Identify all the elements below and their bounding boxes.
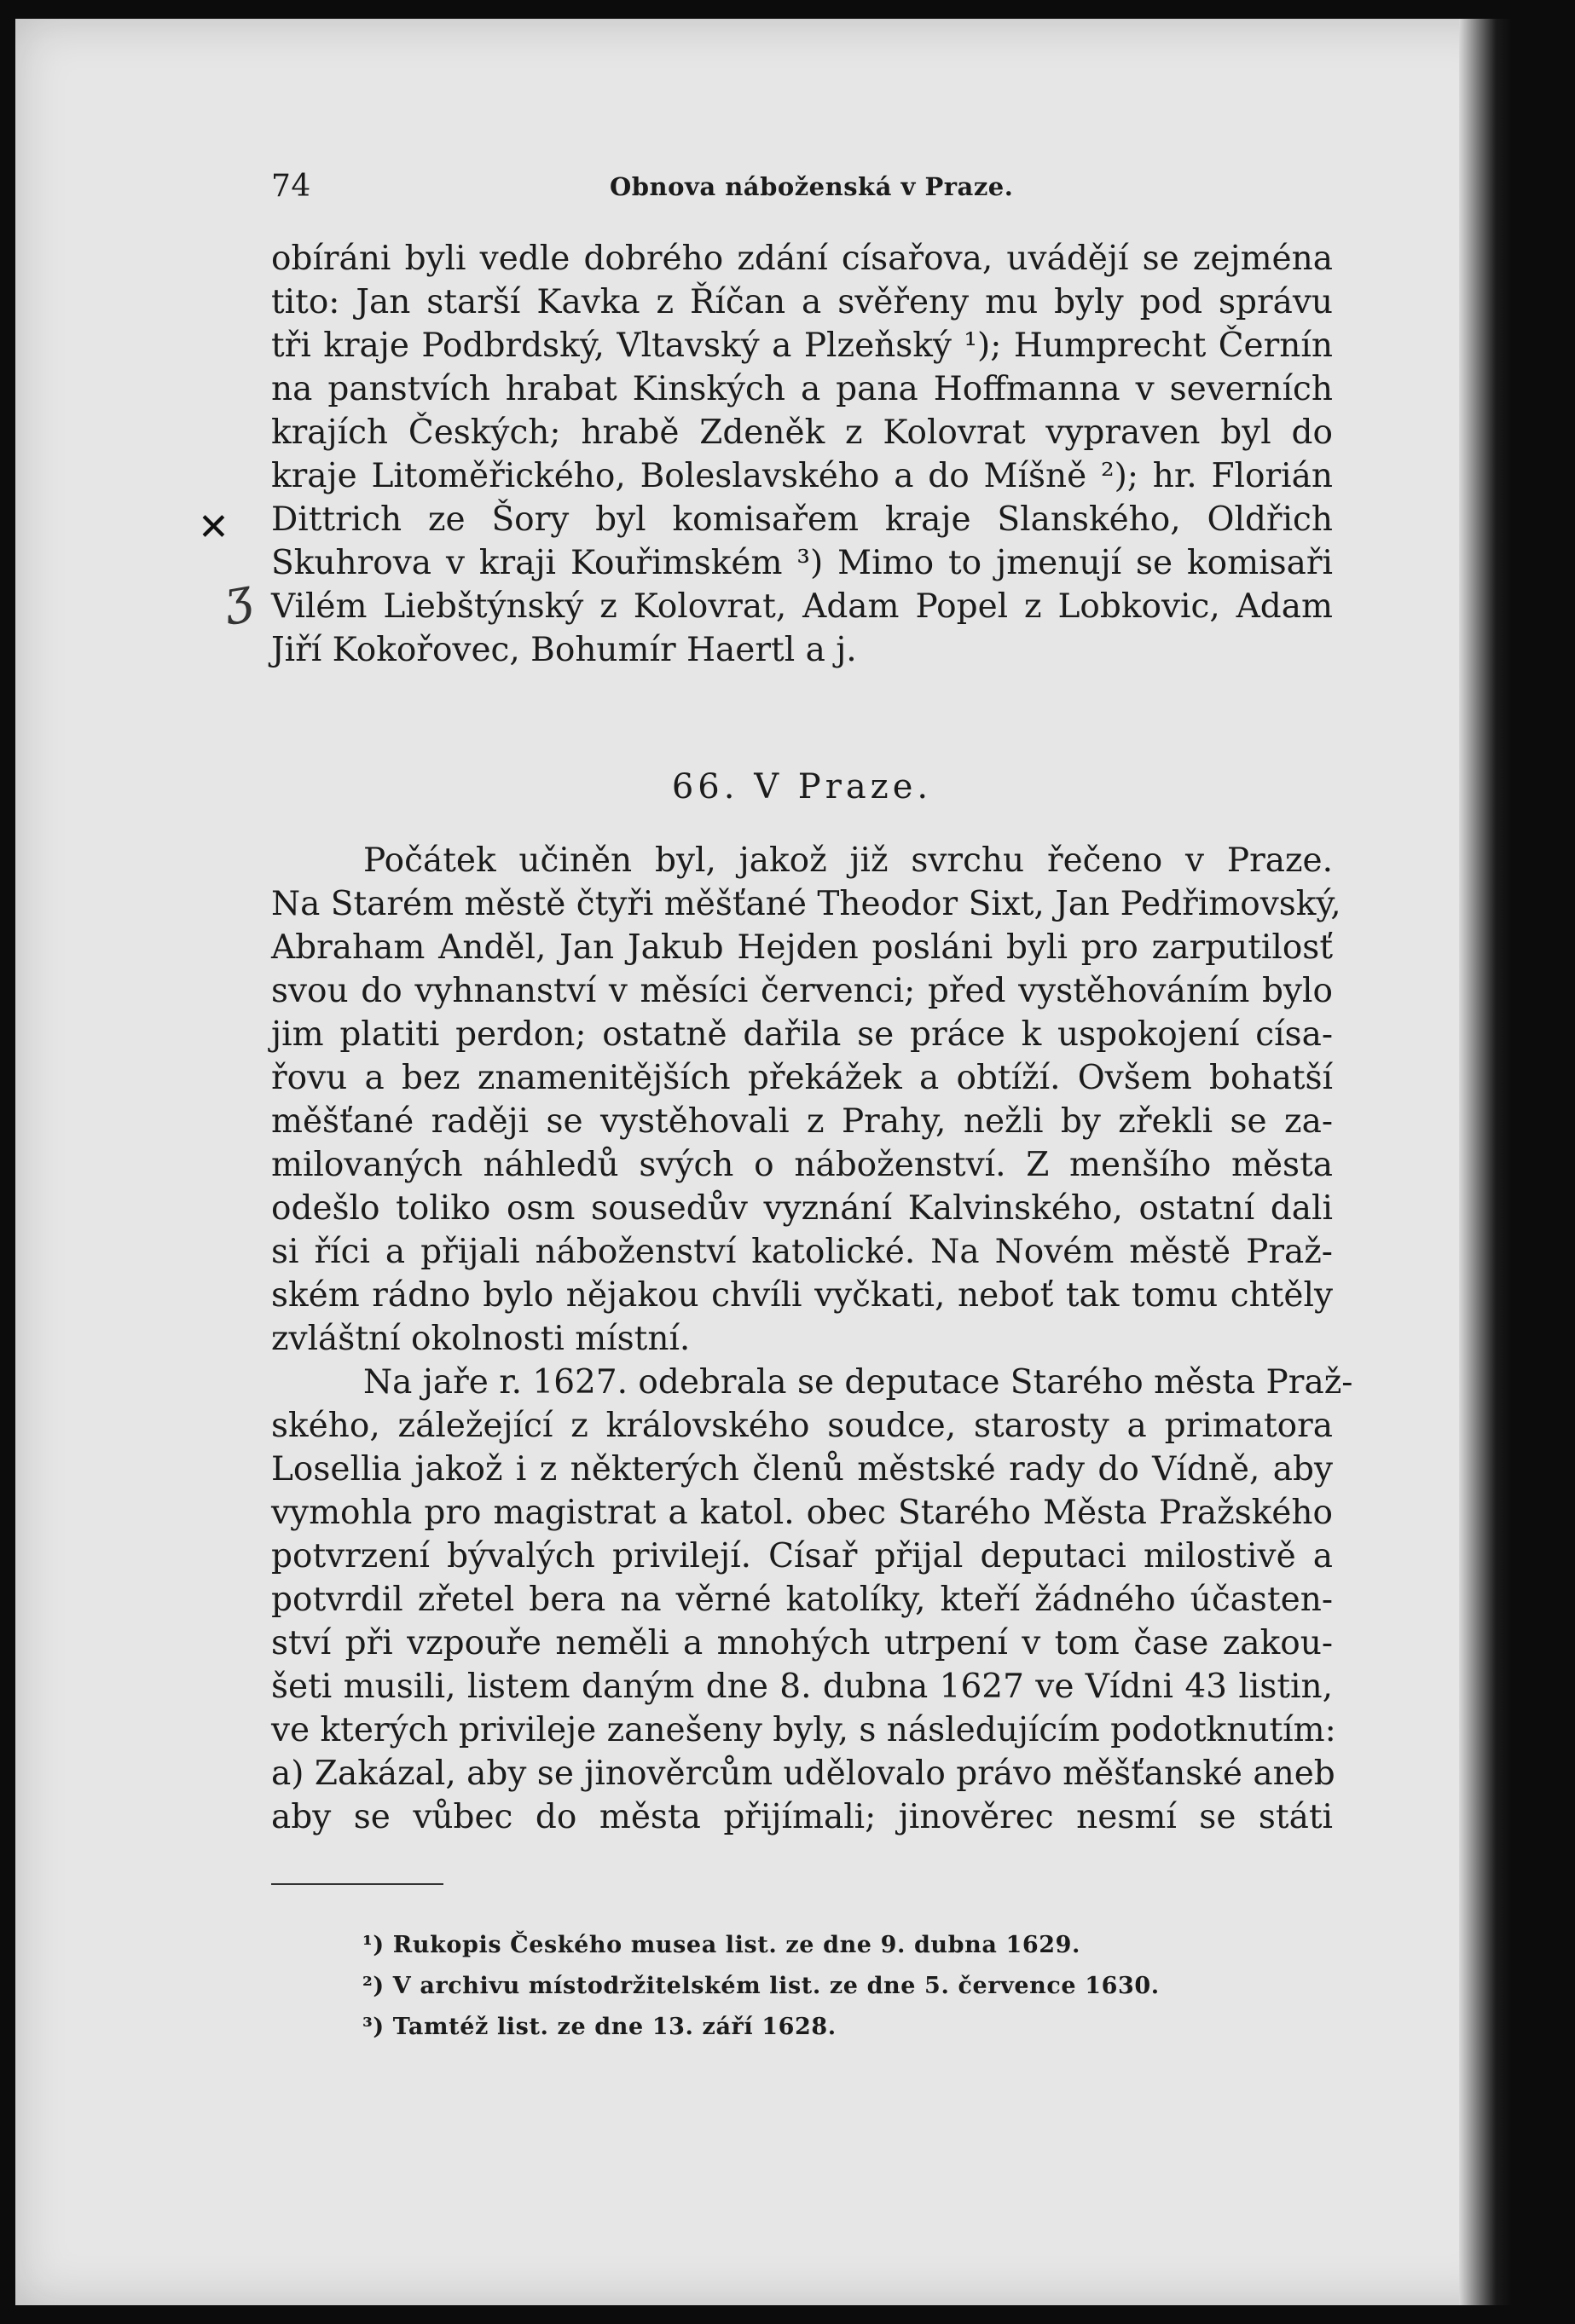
- footnote-divider: [271, 1883, 443, 1885]
- text-line: zvláštní okolnosti místní.: [271, 1320, 691, 1358]
- text-line: krajích Českých; hrabě Zdeněk z Kolovrat vypraven byl do: [271, 413, 1333, 452]
- text-line: ském rádno bylo nějakou chvíli vyčkati, neboť tak tomu chtěly: [271, 1276, 1333, 1315]
- text-line: Losellia jakož i z některých členů městské rady do Vídně, aby: [271, 1450, 1333, 1489]
- text-line: svou do vyhnanství v měsíci červenci; před vystěhováním bylo: [271, 972, 1333, 1010]
- footnote: ³) Tamtéž list. ze dne 13. září 1628.: [362, 2014, 837, 2040]
- footnotes: [362, 1925, 1300, 2048]
- text-line: aby se vůbec do města přijímali; jinověrec nesmí se státi: [271, 1798, 1333, 1836]
- text-line: šeti musili, listem daným dne 8. dubna 1627 ve Vídni 43 listin,: [271, 1668, 1333, 1706]
- section-heading: 66. V Praze.: [671, 767, 933, 806]
- text-line: Na jaře r. 1627. odebrala se deputace Starého města Praž-: [363, 1363, 1353, 1402]
- paragraphs-2-3: [271, 839, 1353, 1839]
- text-line: Počátek učiněn byl, jakož již svrchu řečeno v Praze.: [363, 841, 1333, 880]
- paragraph-1: [271, 237, 1333, 672]
- margin-pencil-mark-icon: ʒ: [219, 567, 257, 627]
- text-line: ve kterých privileje zanešeny byly, s následujícím podotknutím:: [271, 1711, 1336, 1749]
- page-number: 74: [271, 169, 311, 204]
- footnote: ¹) Rukopis Českého musea list. ze dne 9. dubna 1629.: [362, 1932, 1081, 1958]
- text-line: tři kraje Podbrdský, Vltavský a Plzeňský ¹); Humprecht Černín: [271, 327, 1333, 365]
- text-line: Na Starém městě čtyři měšťané Theodor Sixt, Jan Pedřimovský,: [271, 885, 1341, 923]
- text-line: potvrzení bývalých privilejí. Císař přijal deputaci milostivě a: [271, 1537, 1333, 1575]
- text-line: jim platiti perdon; ostatně dařila se práce k uspokojení císa-: [271, 1015, 1333, 1054]
- text-line: milovaných náhledů svých o náboženství. Z menšího města: [271, 1146, 1333, 1184]
- book-gutter-edge: [1459, 19, 1512, 2305]
- text-line: řovu a bez znamenitějších překážek a obtíží. Ovšem bohatší: [271, 1059, 1333, 1097]
- text-line: Skuhrova v kraji Kouřimském ³) Mimo to jmenují se komisaři: [271, 544, 1333, 582]
- text-line: na panstvích hrabat Kinských a pana Hoffmanna v severních: [271, 370, 1333, 408]
- page-header: [271, 169, 1337, 220]
- text-line: měšťané raději se vystěhovali z Prahy, nežli by zřekli se za-: [271, 1102, 1333, 1141]
- text-line: vymohla pro magistrat a katol. obec Starého Města Pražského: [271, 1494, 1333, 1532]
- text-line: Jiří Kokořovec, Bohumír Haertl a j.: [271, 631, 857, 669]
- text-line: odešlo toliko osm sousedův vyznání Kalvinského, ostatní dali: [271, 1189, 1333, 1228]
- text-line: a) Zakázal, aby se jinověrcům udělovalo právo měšťanské aneb: [271, 1755, 1335, 1793]
- text-line: potvrdil zřetel bera na věrné katolíky, kteří žádného účasten-: [271, 1581, 1333, 1619]
- text-line: tito: Jan starší Kavka z Říčan a svěřeny mu byly pod správu: [271, 283, 1333, 321]
- text-line: ství při vzpouře neměli a mnohých utrpení v tom čase zakou-: [271, 1624, 1333, 1662]
- text-line: Abraham Anděl, Jan Jakub Hejden posláni byli pro zarputilosť: [271, 928, 1333, 967]
- text-line: si říci a přijali náboženství katolické. Na Novém městě Praž-: [271, 1233, 1333, 1271]
- running-title: Obnova náboženská v Praze.: [610, 172, 1014, 201]
- footnote: ²) V archivu místodržitelském list. ze dne 5. července 1630.: [362, 1973, 1160, 1999]
- text-line: Dittrich ze Šory byl komisařem kraje Slanského, Oldřich: [271, 500, 1333, 539]
- margin-x-mark-icon: ✕: [198, 506, 229, 549]
- text-line: kraje Litoměřického, Boleslavského a do Míšně ²); hr. Florián: [271, 457, 1333, 495]
- text-line: Vilém Liebštýnský z Kolovrat, Adam Popel z Lobkovic, Adam: [271, 587, 1333, 626]
- text-line: obíráni byli vedle dobrého zdání císařova, uvádějí se zejména: [271, 240, 1333, 278]
- text-line: ského, záležející z královského soudce, starosty a primatora: [271, 1407, 1333, 1445]
